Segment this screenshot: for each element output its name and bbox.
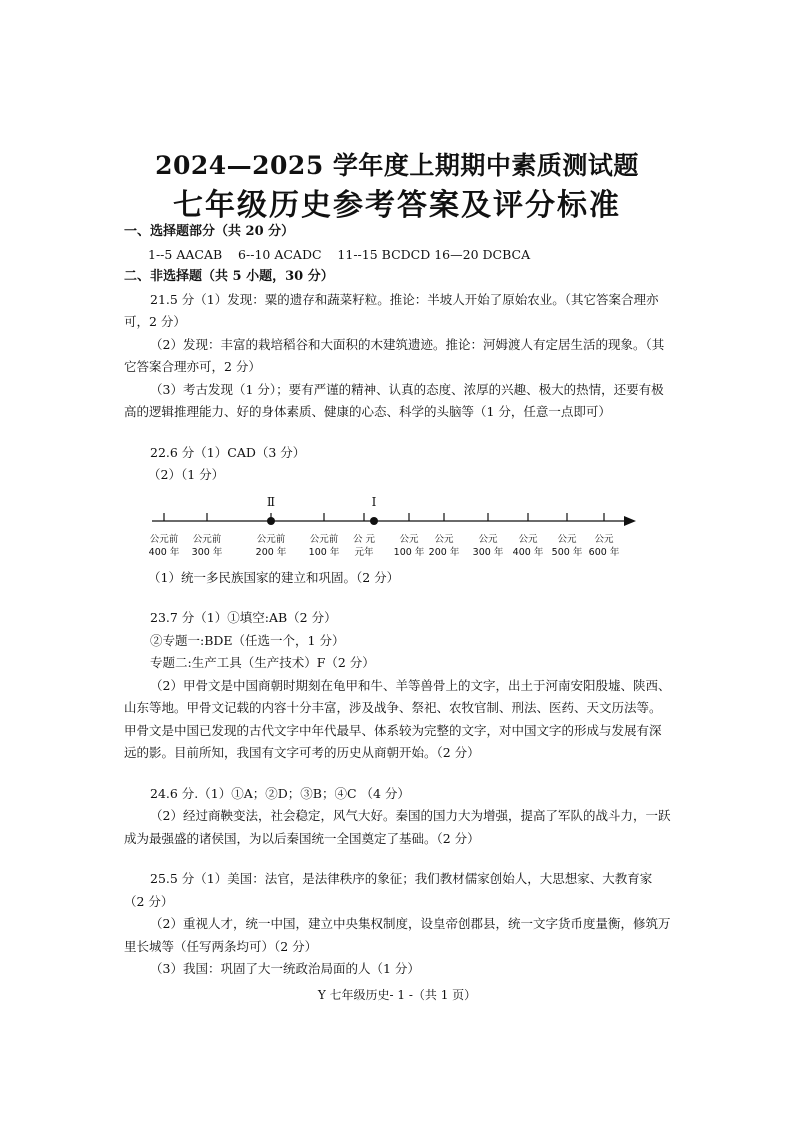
q25-part3: （3）我国：巩固了大一统政治局面的人（1 分） [150, 961, 420, 976]
timeline-mark-ii: Ⅱ [266, 494, 276, 509]
q25-part2: （2）重视人才，统一中国，建立中央集权制度，设皇帝创郡县，统一文字货币度量衡，修筑万里长城等（任写两条均可）（2 分） [124, 916, 671, 954]
q24-part1: 24.6 分.（1）①A；②D；③B；④C （4 分） [150, 785, 410, 801]
page-footer: Y 七年级历史- 1 -（共 1 页） [317, 988, 477, 1002]
timeline-tick-label-year: 400 年 [148, 546, 180, 558]
timeline-diagram [124, 493, 672, 565]
q22-part3: （1）统一多民族国家的建立和巩固。（2 分） [148, 569, 400, 585]
q21-part2: （2）发现：丰富的栽培稻谷和大面积的木建筑遗迹。推论：河姆渡人有定居生活的现象。（其它答案合理亦可，2 分） [124, 336, 665, 374]
q23-part4: （2）甲骨文是中国商朝时期刻在龟甲和牛、羊等兽骨上的文字，出土于河南安阳殷墟、陕西、山东等地。甲骨文记载的内容十分丰富，涉及战争、祭祀、农牧官制、刑法、医药、天文历法等。甲骨文是中国已发现的古代文字中年代最早、体系较为完整的文字，对中国文字的形成与发展有深远的影。目前所知，我国有文字可考的历史从商朝开始。（2 分） [124, 677, 671, 760]
timeline-tick-label-era: 公元前 [192, 533, 222, 545]
timeline-tick-label-year: 500 年 [551, 546, 583, 558]
timeline-point-ii [267, 517, 275, 525]
timeline-tick-label-era: 公元 [478, 533, 498, 545]
q23-part3: 专题二:生产工具（生产技术）F（2 分） [150, 655, 375, 670]
answer-content [124, 221, 672, 981]
q24-part2: （2）经过商鞅变法，社会稳定，风气大好。秦国的国力大为增强，提高了军队的战斗力，一跃成为最强盛的诸侯国，为以后秦国统一全国奠定了基础。（2 分） [124, 808, 671, 846]
timeline-tick-label-era: 公元 [434, 533, 454, 545]
timeline-tick-label-year: 300 年 [191, 546, 223, 558]
timeline-tick-label-year: 400 年 [512, 546, 544, 558]
timeline-tick-label-era: 公元前 [309, 533, 339, 545]
q22-part2: （2）（1 分） [148, 467, 225, 482]
timeline-tick-label-year: 100 年 [308, 546, 340, 558]
section-heading-choice: 一、选择题部分（共 20 分） [124, 224, 295, 239]
timeline-tick-label-era: 公 元 [352, 533, 376, 545]
choice-answers: 1--5 AACAB 6--10 ACADC 11--15 BCDCD 16—20 DCBCA [148, 246, 531, 262]
timeline-tick-label [419, 533, 469, 559]
document-title: 七年级历史参考答案及评分标准 [173, 188, 621, 223]
timeline-tick-label-year: 300 年 [472, 546, 504, 558]
timeline-tick-label-era: 公元前 [256, 533, 286, 545]
timeline-tick-label-era: 公元 [399, 533, 419, 545]
timeline-tick-label-year: 元年 [354, 546, 374, 558]
q23-part1: 23.7 分（1）①填空:AB（2 分） [150, 610, 337, 625]
timeline-tick-label-era: 公元前 [149, 533, 179, 545]
timeline-tick-label [246, 533, 296, 559]
section-heading-nonchoice: 二、非选择题（共 5 小题，30 分） [124, 269, 334, 284]
timeline-tick-label-year: 600 年 [588, 546, 620, 558]
q22-part1: 22.6 分（1）CAD（3 分） [150, 444, 306, 460]
q23-part2: ②专题一:BDE（任选一个，1 分） [150, 632, 345, 648]
q21-part3: （3）考古发现（1 分）；要有严谨的精神、认真的态度、浓厚的兴趣、极大的热情，还要有极高的逻辑推理能力、好的身体素质、健康的心态、科学的头脑等（1 分，任意一点即可） [124, 381, 664, 419]
timeline-tick-label [579, 533, 629, 559]
timeline-point-i [370, 517, 378, 525]
timeline-tick-label [182, 533, 232, 559]
timeline-tick-label [339, 533, 389, 559]
timeline-tick-label-era: 公元 [518, 533, 538, 545]
q21-part1: 21.5 分（1）发现：粟的遗存和蔬菜籽粒。推论：半坡人开始了原始农业。（其它答案合理亦可，2 分） [124, 291, 659, 329]
timeline-mark-i: Ⅰ [371, 494, 377, 509]
q25-part1: 25.5 分（1）美国：法官，是法律秩序的象征；我们教材儒家创始人，大思想家、大教育家（2 分） [124, 871, 653, 909]
exam-title: 2024—2025 学年度上期期中素质测试题 [155, 151, 639, 180]
timeline-tick-label-era: 公元 [557, 533, 577, 545]
timeline-tick-label-year: 200 年 [255, 546, 287, 558]
timeline-tick-label-year: 100 年 [393, 546, 425, 558]
timeline-tick-label-year: 200 年 [428, 546, 460, 558]
timeline-tick-label-era: 公元 [594, 533, 614, 545]
